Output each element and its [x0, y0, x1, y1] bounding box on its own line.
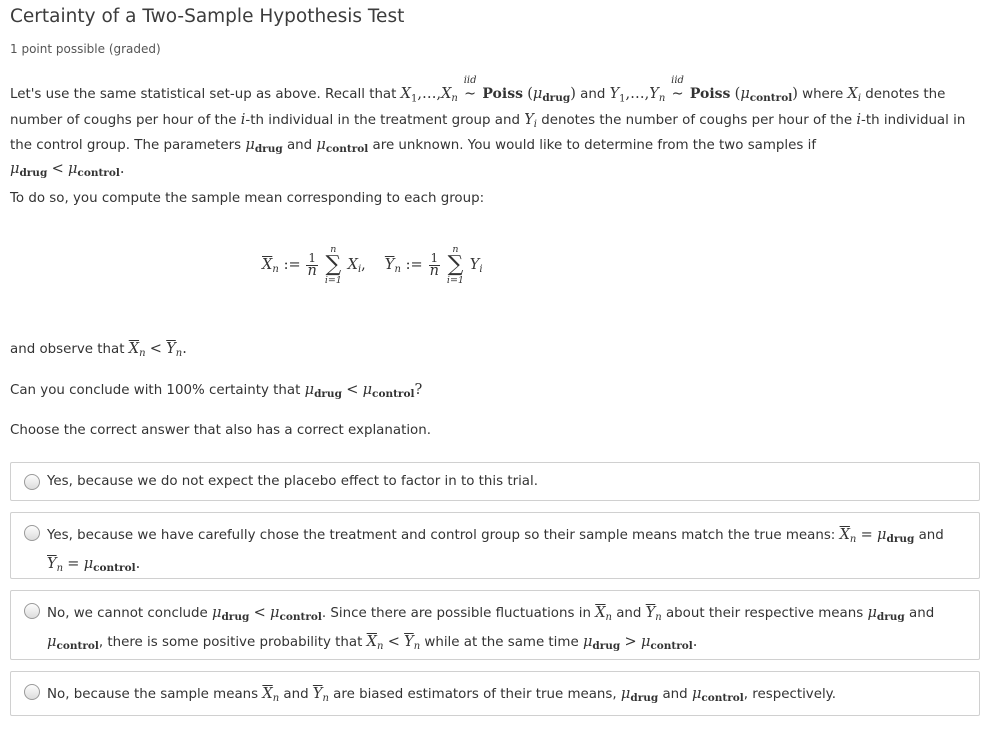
choice-2[interactable] — [10, 512, 980, 579]
problem-title: Certainty of a Two-Sample Hypothesis Test — [10, 6, 405, 27]
sample-mean-text: To do so, you compute the sample mean corresponding to each group: — [10, 191, 485, 206]
radio-button-4[interactable] — [24, 684, 40, 700]
choice-2-text: Yes, because we have carefully chose the treatment and control group so their sample means match the true means: $\overline{X}_n = \mu_{drug}$ and $\overline{Y}_n = \mu_{control}$. — [47, 527, 944, 574]
choice-3-text: No, we cannot conclude $\mu_{drug} < \mu_{control}$. Since there are possible fluctuations in $\overline{X}_n$ and $\overline{Y}_n$ about their respective means $\mu_{drug}$ and $\mu_{control}$, there is some positive probability that $\overline{X}_n < \overline{Y}_n$ while at the same time $\mu_{drug} > \mu_{control}$. — [47, 605, 935, 652]
radio-button-1[interactable] — [24, 474, 40, 490]
radio-button-3[interactable] — [24, 603, 40, 619]
choice-4[interactable] — [10, 671, 980, 716]
choice-1-text: Yes, because we do not expect the placebo effect to factor in to this trial. — [47, 474, 538, 489]
question-text: Can you conclude with 100% certainty that $\mu_{drug} < \mu_{control}$? — [10, 382, 423, 400]
choice-4-text: No, because the sample means $\overline{X}_n$ and $\overline{Y}_n$ are biased estimators of their true means, $\mu_{drug}$ and $\mu_{control}$, respectively. — [47, 686, 836, 704]
observe-text: and observe that $\overline{X}_n < \overline{Y}_n$. — [10, 341, 187, 359]
choice-1[interactable] — [10, 462, 980, 501]
intro-paragraph: Let's use the same statistical set-up as above. Recall that $X_1,\dots,X_n$ iid ∼ Poiss $(\mu_{drug})$ and $Y_1,\dots,Y_n$ iid ∼ Poiss $(\mu_{control})$ where $X_i$ denotes the number of coughs per hour of the i-th individual in the treatment group and $Y_i$ denotes the number of coughs per hour of the i-th individual in the control group. The parameters $\mu_{drug}$ and $\mu_{control}$ are unknown. You would like to determine from the two samples if $\mu_{drug} < \mu_{control}$. — [10, 75, 966, 179]
instruction-text: Choose the correct answer that also has a correct explanation. — [10, 423, 431, 438]
sample-mean-formula: $\overline{X}_n$ := $\frac{1}{n}$ n ∑ i=1 $X_i$, $\overline{Y}_n$ := $\frac{1}{n}$ n ∑ i=1 $Y_i$ — [262, 244, 483, 286]
choice-3[interactable] — [10, 590, 980, 660]
radio-button-2[interactable] — [24, 525, 40, 541]
points-label: 1 point possible (graded) — [10, 42, 161, 56]
